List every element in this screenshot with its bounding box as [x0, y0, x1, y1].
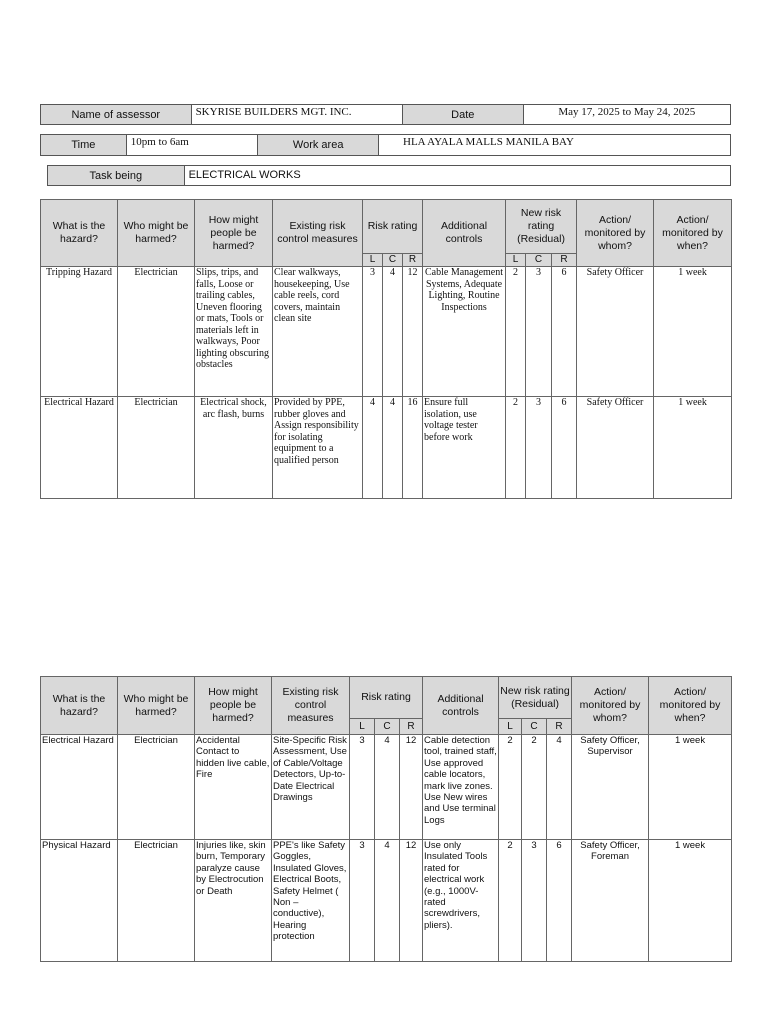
how-cell: Electrical shock, arc flash, burns: [195, 397, 273, 499]
action-whom-cell: Safety Officer: [577, 397, 654, 499]
col-existing-header: Existing risk control measures: [273, 200, 363, 267]
additional-cell: Cable Management Systems, Adequate Lighting, Routine Inspections: [423, 267, 506, 397]
col-hazard-header: What is the hazard?: [41, 677, 118, 735]
who-cell: Electrician: [118, 735, 195, 840]
risk-c-cell: 4: [375, 840, 400, 962]
risk-r-header: R: [400, 719, 423, 735]
existing-cell: Site-Specific Risk Assessment, Use of Cable/Voltage Detectors, Up-to-Date Electrical Drawings: [272, 735, 350, 840]
col-risk-header: Risk rating: [363, 200, 423, 254]
new-risk-c-cell: 2: [522, 735, 547, 840]
risk-c-cell: 4: [375, 735, 400, 840]
who-cell: Electrician: [118, 267, 195, 397]
risk-l-cell: 3: [363, 267, 383, 397]
col-action-whom-header: Action/ monitored by whom?: [577, 200, 654, 267]
date-label: Date: [403, 105, 524, 124]
risk-c-cell: 4: [383, 267, 403, 397]
new-risk-r-cell: 4: [547, 735, 572, 840]
col-new-risk-header: New risk rating (Residual): [499, 677, 572, 719]
risk-l-cell: 3: [350, 735, 375, 840]
risk-r-header: R: [403, 254, 423, 267]
assessor-date-row: [40, 104, 731, 125]
col-additional-header: Additional controls: [423, 200, 506, 267]
risk-table-2: [40, 676, 732, 962]
time-value: 10pm to 6am: [127, 135, 259, 155]
task-value: ELECTRICAL WORKS: [188, 169, 301, 181]
risk-c-header: C: [383, 254, 403, 267]
date-value: May 17, 2025 to May 24, 2025: [558, 106, 696, 118]
risk-l-cell: 3: [350, 840, 375, 962]
existing-cell: Clear walkways, housekeeping, Use cable reels, cord covers, maintain clean site: [273, 267, 363, 397]
table-row: [41, 267, 732, 397]
additional-cell: Use only Insulated Tools rated for electrical work (e.g., 1000V-rated screwdrivers, pliers).: [423, 840, 499, 962]
action-when-cell: 1 week: [654, 397, 732, 499]
hazard-cell: Electrical Hazard: [41, 397, 118, 499]
col-action-when-header: Action/ monitored by when?: [649, 677, 732, 735]
col-additional-header: Additional controls: [423, 677, 499, 735]
new-risk-c-cell: 3: [522, 840, 547, 962]
how-cell: Injuries like, skin burn, Temporary paralyze cause by Electrocution or Death: [195, 840, 272, 962]
hazard-cell: Tripping Hazard: [41, 267, 118, 397]
risk-c-header: C: [375, 719, 400, 735]
new-risk-c-cell: 3: [526, 267, 552, 397]
existing-cell: Provided by PPE, rubber gloves and Assign responsibility for isolating equipment to a qualified person: [273, 397, 363, 499]
table-row: [41, 840, 732, 962]
assessor-value: SKYRISE BUILDERS MGT. INC.: [192, 105, 403, 124]
action-when-cell: 1 week: [654, 267, 732, 397]
risk-l-cell: 4: [363, 397, 383, 499]
col-hazard-header: What is the hazard?: [41, 200, 118, 267]
additional-cell: Cable detection tool, trained staff, Use approved cable locators, mark live zones. Use New wires and Use terminal Logs: [423, 735, 499, 840]
new-risk-l-cell: 2: [499, 840, 522, 962]
risk-c-cell: 4: [383, 397, 403, 499]
new-risk-c-header: C: [522, 719, 547, 735]
how-cell: Accidental Contact to hidden live cable, Fire: [195, 735, 272, 840]
action-whom-cell: Safety Officer: [577, 267, 654, 397]
who-cell: Electrician: [118, 840, 195, 962]
col-risk-header: Risk rating: [350, 677, 423, 719]
action-whom-cell: Safety Officer, Supervisor: [572, 735, 649, 840]
who-cell: Electrician: [118, 397, 195, 499]
time-label: Time: [41, 135, 127, 155]
action-when-cell: 1 week: [649, 840, 732, 962]
table-row: [41, 735, 732, 840]
col-who-header: Who might be harmed?: [118, 200, 195, 267]
action-when-cell: 1 week: [649, 735, 732, 840]
col-action-when-header: Action/ monitored by when?: [654, 200, 732, 267]
new-risk-c-cell: 3: [526, 397, 552, 499]
existing-cell: PPE's like Safety Goggles, Insulated Gloves, Electrical Boots, Safety Helmet ( Non – conductive), Hearing protection: [272, 840, 350, 962]
new-risk-r-cell: 6: [552, 267, 577, 397]
risk-r-cell: 12: [400, 735, 423, 840]
risk-r-cell: 12: [400, 840, 423, 962]
new-risk-r-cell: 6: [547, 840, 572, 962]
new-risk-r-cell: 6: [552, 397, 577, 499]
col-how-header: How might people be harmed?: [195, 677, 272, 735]
new-risk-l-header: L: [499, 719, 522, 735]
hazard-cell: Physical Hazard: [41, 840, 118, 962]
table-row: [41, 397, 732, 499]
work-area-label: Work area: [258, 135, 379, 155]
new-risk-l-cell: 2: [506, 397, 526, 499]
new-risk-l-cell: 2: [506, 267, 526, 397]
hazard-cell: Electrical Hazard: [41, 735, 118, 840]
risk-r-cell: 16: [403, 397, 423, 499]
risk-r-cell: 12: [403, 267, 423, 397]
risk-l-header: L: [363, 254, 383, 267]
work-area-value: HLA AYALA MALLS MANILA BAY: [403, 136, 574, 148]
new-risk-l-header: L: [506, 254, 526, 267]
additional-cell: Ensure full isolation, use voltage tester before work: [423, 397, 506, 499]
new-risk-l-cell: 2: [499, 735, 522, 840]
new-risk-r-header: R: [547, 719, 572, 735]
action-whom-cell: Safety Officer, Foreman: [572, 840, 649, 962]
new-risk-r-header: R: [552, 254, 577, 267]
col-how-header: How might people be harmed?: [195, 200, 273, 267]
assessor-label: Name of assessor: [41, 105, 192, 124]
task-label: Task being: [48, 166, 185, 185]
how-cell: Slips, trips, and falls, Loose or trailing cables, Uneven flooring or mats, Tools or materials left in walkways, Poor lighting obscuring obstacles: [195, 267, 273, 397]
col-who-header: Who might be harmed?: [118, 677, 195, 735]
col-existing-header: Existing risk control measures: [272, 677, 350, 735]
col-action-whom-header: Action/ monitored by whom?: [572, 677, 649, 735]
time-area-row: [40, 134, 731, 156]
new-risk-c-header: C: [526, 254, 552, 267]
risk-l-header: L: [350, 719, 375, 735]
task-row: [47, 165, 731, 186]
risk-table-1: [40, 199, 732, 499]
col-new-risk-header: New risk rating (Residual): [506, 200, 577, 254]
